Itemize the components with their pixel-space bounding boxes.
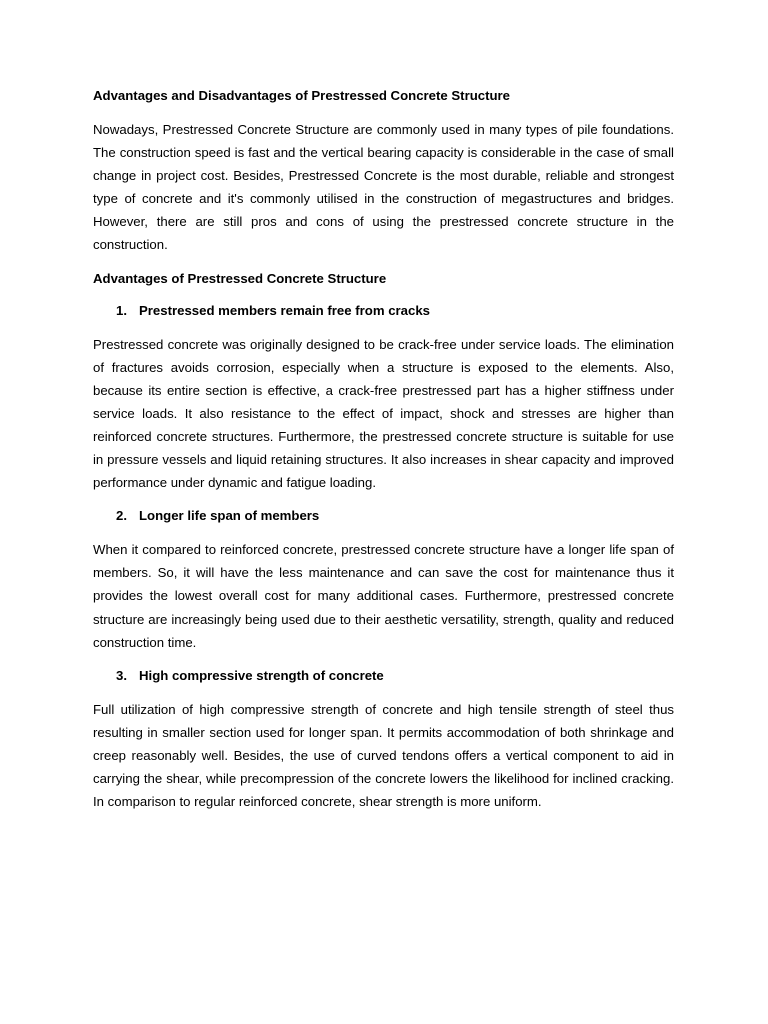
list-item-number: 3. <box>116 667 127 683</box>
list-item-heading <box>93 506 674 526</box>
list-item-number: 2. <box>116 508 127 524</box>
list-item-heading <box>93 666 674 686</box>
document-page <box>93 86 674 813</box>
list-item-title: High compressive strength of concrete <box>139 667 384 683</box>
intro-paragraph: Nowadays, Prestressed Concrete Structure are commonly used in many types of pile foundations. The construction speed is fast and the vertical bearing capacity is considerable in the case of small change in project cost. Besides, Prestressed Concrete is the most durable, reliable and strongest type of concrete and it's commonly utilised in the construction of megastructures and bridges. However, there are still pros and cons of using the prestressed concrete structure in the construction. <box>93 122 674 253</box>
list-item-number: 1. <box>116 302 127 318</box>
document-title: Advantages and Disadvantages of Prestressed Concrete Structure <box>93 88 511 103</box>
list-item-body: When it compared to reinforced concrete, prestressed concrete structure have a longer life span of members. So, it will have the less maintenance and can save the cost for maintenance thus it provides the lowest overall cost for many additional cases. Furthermore, prestressed concrete structure are increasingly being used due to their aesthetic versatility, strength, quality and reduced construction time. <box>93 542 674 650</box>
list-item-heading <box>93 301 674 321</box>
list-item-title: Longer life span of members <box>139 508 320 524</box>
list-item-title: Prestressed members remain free from cracks <box>139 302 431 318</box>
list-item-body: Full utilization of high compressive strength of concrete and high tensile strength of steel thus resulting in smaller section used for longer span. It permits accommodation of both shrinkage and creep reasonably well. Besides, the use of curved tendons offers a vertical component to aid in carrying the shear, while precompression of the concrete lowers the likelihood for inclined cracking. In comparison to regular reinforced concrete, shear strength is more uniform. <box>93 701 674 810</box>
advantages-heading: Advantages of Prestressed Concrete Structure <box>93 270 387 286</box>
list-item-body: Prestressed concrete was originally designed to be crack-free under service loads. The elimination of fractures avoids corrosion, especially when a structure is exposed to the elements. Also, because its entire section is effective, a crack-free prestressed part has a higher stiffness under service loads. It also resistance to the effect of impact, shock and stresses are higher than reinforced concrete structures. Furthermore, the prestressed concrete structure is suitable for use in pressure vessels and liquid retaining structures. It also increases in shear capacity and improved performance under dynamic and fatigue loading. <box>93 336 674 491</box>
